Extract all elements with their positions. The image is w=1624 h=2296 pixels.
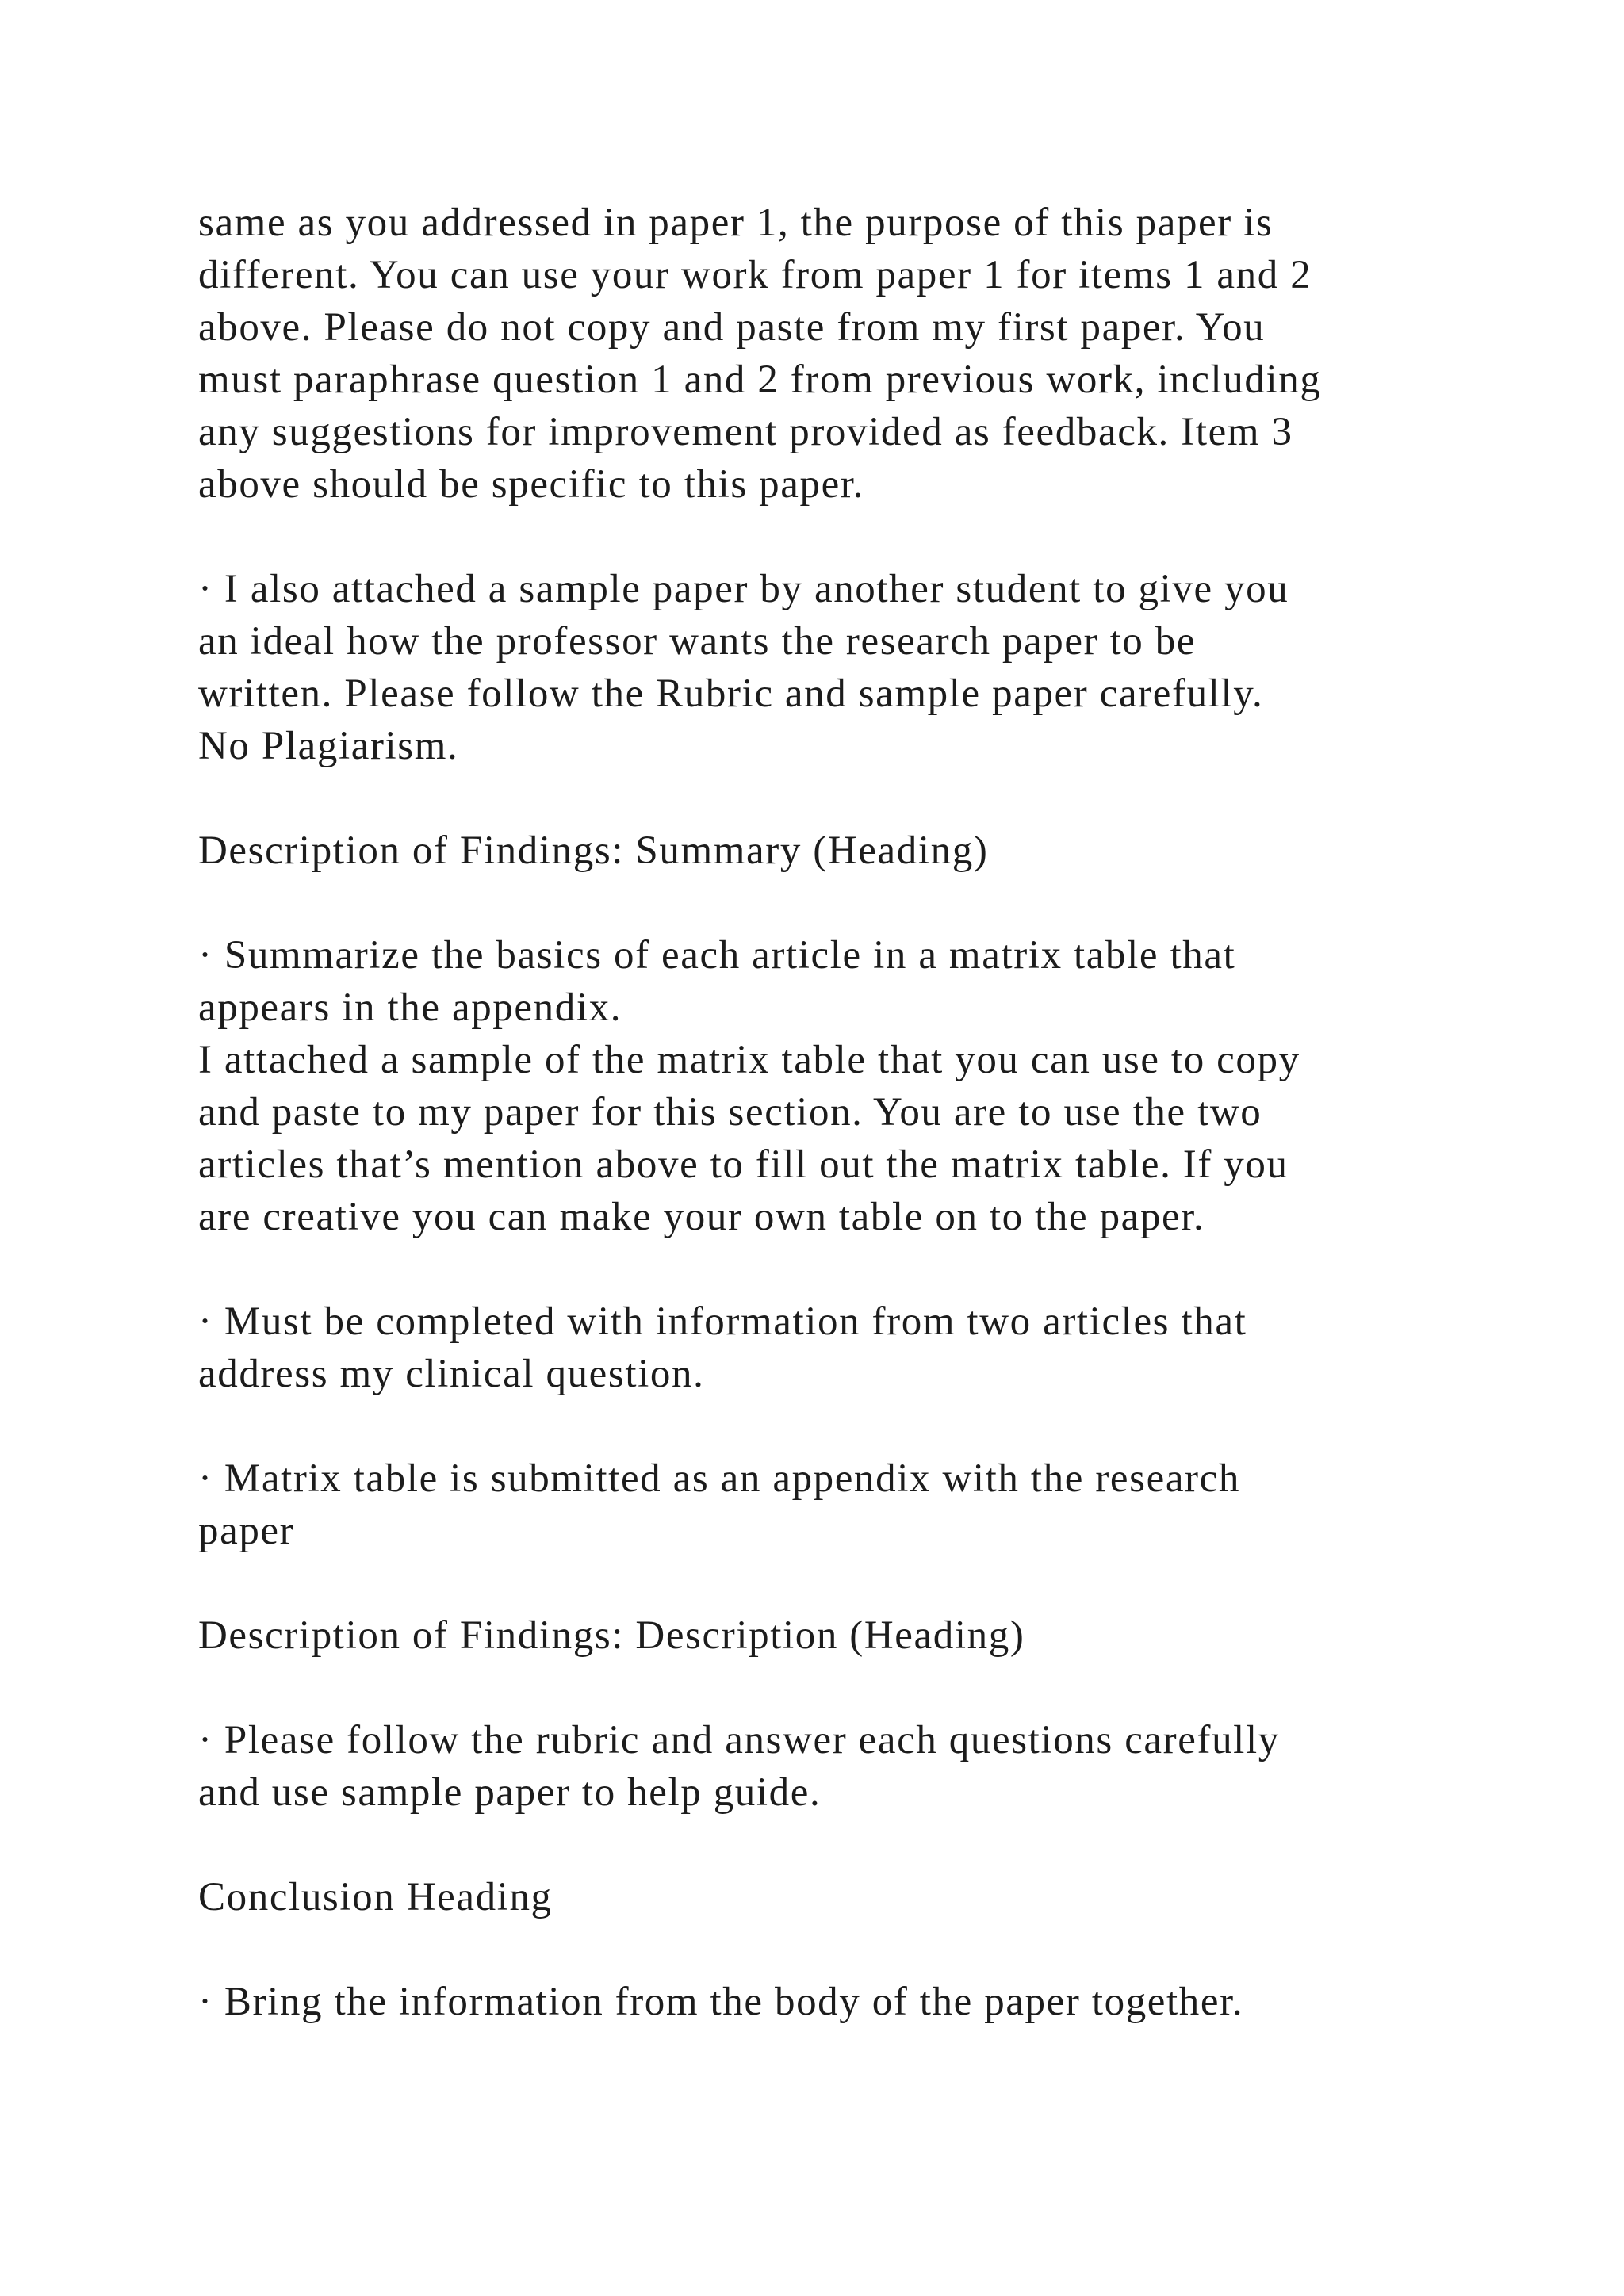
body-line: appears in the appendix.: [198, 985, 622, 1030]
bullet-line: · Please follow the rubric and answer each questions carefully: [198, 1718, 1280, 1762]
body-line: and use sample paper to help guide.: [198, 1770, 822, 1815]
body-line: must paraphrase question 1 and 2 from previous work, including: [198, 358, 1322, 402]
bullet-line: · Matrix table is submitted as an appendix with the research: [198, 1456, 1240, 1501]
paragraph-gap: [198, 1819, 1499, 1871]
paragraph-gap: [198, 1400, 1499, 1452]
body-line: paper: [198, 1509, 295, 1553]
body-line: I attached a sample of the matrix table that you can use to copy: [198, 1038, 1300, 1082]
body-line: and paste to my paper for this section. You are to use the two: [198, 1090, 1262, 1135]
section-heading: Conclusion Heading: [198, 1875, 553, 1919]
body-line: above should be specific to this paper.: [198, 462, 864, 507]
bullet-line: · I also attached a sample paper by another student to give you: [198, 567, 1289, 611]
body-line: No Plagiarism.: [198, 724, 459, 768]
paragraph-gap: [198, 1243, 1499, 1295]
section-heading: Description of Findings: Description (Heading): [198, 1613, 1025, 1658]
bullet-line: · Bring the information from the body of the paper together.: [198, 1980, 1244, 2024]
body-line: any suggestions for improvement provided as feedback. Item 3: [198, 410, 1293, 454]
paragraph-gap: [198, 772, 1499, 825]
paragraph-gap: [198, 877, 1499, 929]
paragraph-gap: [198, 1662, 1499, 1714]
document-body: [198, 197, 1499, 2028]
section-heading: Description of Findings: Summary (Heading): [198, 828, 989, 873]
body-line: different. You can use your work from paper 1 for items 1 and 2: [198, 253, 1312, 297]
body-line: above. Please do not copy and paste from my first paper. You: [198, 305, 1266, 350]
bullet-line: · Summarize the basics of each article in a matrix table that: [198, 933, 1236, 978]
body-line: address my clinical question.: [198, 1352, 705, 1396]
paragraph-gap: [198, 1557, 1499, 1609]
body-line: same as you addressed in paper 1, the purpose of this paper is: [198, 201, 1274, 245]
bullet-line: · Must be completed with information from two articles that: [198, 1299, 1247, 1344]
body-line: written. Please follow the Rubric and sample paper carefully.: [198, 672, 1264, 716]
body-line: an ideal how the professor wants the research paper to be: [198, 619, 1197, 664]
body-line: are creative you can make your own table on to the paper.: [198, 1195, 1205, 1239]
body-line: articles that’s mention above to fill out the matrix table. If you: [198, 1142, 1289, 1187]
paragraph-gap: [198, 1923, 1499, 1976]
paragraph-gap: [198, 511, 1499, 563]
